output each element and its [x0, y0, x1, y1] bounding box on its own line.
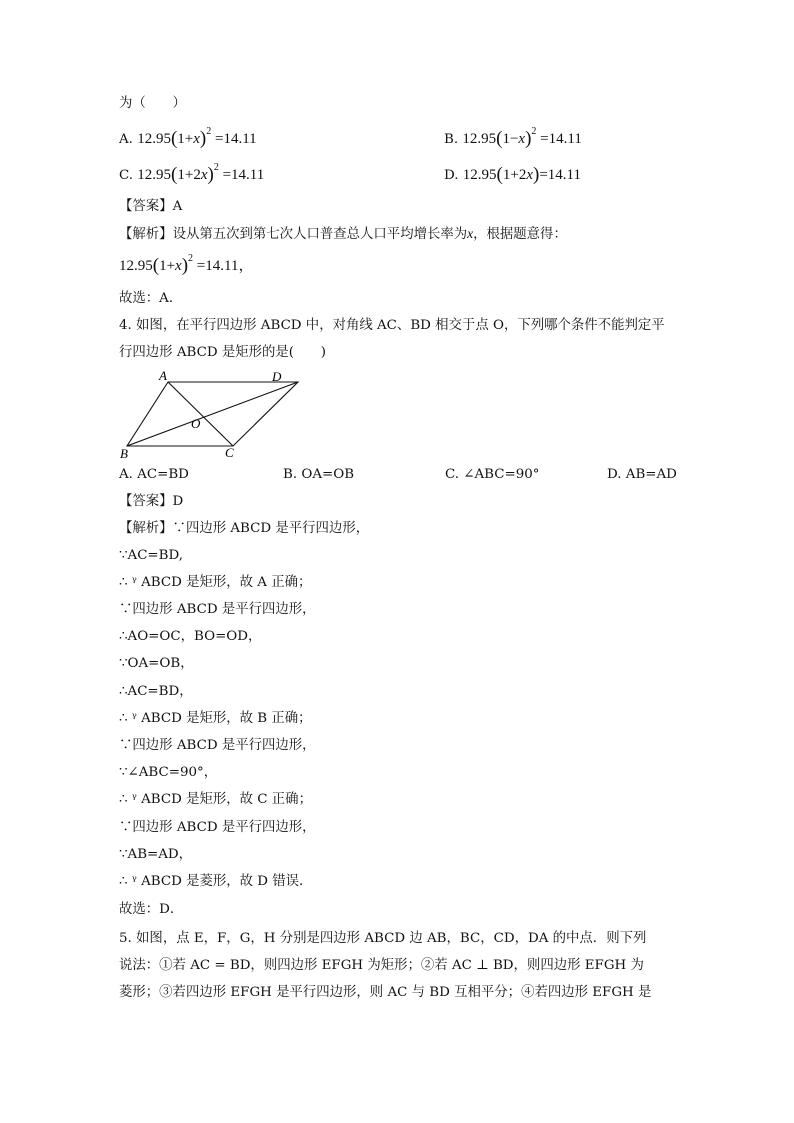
- label-a: A: [159, 368, 167, 383]
- q4-analysis-line: ∴ ᵞ ABCD 是矩形，故 B 正确；: [119, 711, 312, 726]
- q5-line-1: 5. 如图，点 E，F，G，H 分别是四边形 ABCD 边 AB，BC，CD，DA 的中点．则下列: [119, 931, 647, 946]
- q4-analysis-line: ∴AC=BD，: [119, 684, 193, 699]
- diagonal-bd: [127, 382, 298, 446]
- q4-analysis-line: ∵AC=BD,: [119, 548, 184, 563]
- q5-line-3: 菱形；③若四边形 EFGH 是平行四边形，则 AC 与 BD 互相平分；④若四边形 EFGH 是: [119, 985, 652, 1000]
- q3-choose: 故选：A．: [119, 291, 183, 306]
- q3-analysis: 【解析】设从第五次到第七次人口普查总人口平均增长率为x，根据题意得：: [119, 226, 567, 242]
- label-c: C: [225, 445, 234, 460]
- q4-analysis-line: ∵四边形 ABCD 是平行四边形，: [119, 602, 316, 617]
- q3-option-a: A. $12.95(1+x)^2 =14.11$: [119, 126, 257, 149]
- q4-stem-line-1: 4. 如图，在平行四边形 ABCD 中，对角线 AC、BD 相交于点 O，下列哪个条件不能判定平: [119, 318, 665, 333]
- label-d: D: [272, 369, 282, 384]
- q4-choose: 故选：D．: [119, 902, 184, 917]
- q3-option-c: C. $12.95(1+2x)^2 =14.11$: [119, 162, 265, 185]
- q4-option-a: A. AC=BD: [119, 467, 189, 482]
- q4-option-b: B. OA=OB: [283, 467, 355, 482]
- q4-analysis-line: ∵∠ABC=90°，: [119, 765, 218, 780]
- q4-analysis-line: ∵OA=OB，: [119, 656, 194, 671]
- q4-option-c: C. ∠ABC=90°: [445, 467, 540, 482]
- q4-analysis-line: ∵AB=AD，: [119, 847, 193, 862]
- q4-option-d: D. AB=AD: [607, 467, 677, 482]
- q4-answer: 【答案】D: [119, 494, 184, 509]
- q4-analysis-line: ∴AO=OC，BO=OD，: [119, 629, 262, 644]
- q4-analysis-line: ∴ ᵞ ABCD 是矩形，故 A 正确；: [119, 575, 312, 590]
- q4-analysis-line: ∵四边形 ABCD 是平行四边形，: [119, 738, 316, 753]
- q4-analysis-line: ∴ ᵞ ABCD 是菱形，故 D 错误．: [119, 874, 313, 889]
- q3-option-b: B. $12.95(1-x)^2 =14.11$: [444, 126, 582, 149]
- q3-answer: 【答案】A: [119, 199, 183, 214]
- q4-stem-line-2: 行四边形 ABCD 是矩形的是( ): [119, 345, 326, 360]
- q4-analysis-line: ∵四边形 ABCD 是平行四边形，: [119, 820, 316, 835]
- q3-stem-tail: 为（ ）: [119, 96, 186, 111]
- q3-analysis-equation: $12.95(1+x)^2 =14.11$，: [119, 253, 254, 276]
- parallelogram-figure: [115, 368, 305, 463]
- q5-line-2: 说法：①若 AC = BD，则四边形 EFGH 为矩形；②若 AC ⊥ BD，则四边形 EFGH 为: [119, 958, 644, 973]
- q4-analysis-line: ∴ ᵞ ABCD 是矩形，故 C 正确；: [119, 792, 312, 807]
- label-o: O: [191, 416, 201, 431]
- diagonal-ac: [168, 382, 233, 446]
- q3-option-d: D. 12.95(1+2x)=14.11: [444, 164, 581, 185]
- label-b: B: [120, 446, 128, 461]
- q4-analysis-line: 【解析】∵四边形 ABCD 是平行四边形，: [119, 521, 370, 536]
